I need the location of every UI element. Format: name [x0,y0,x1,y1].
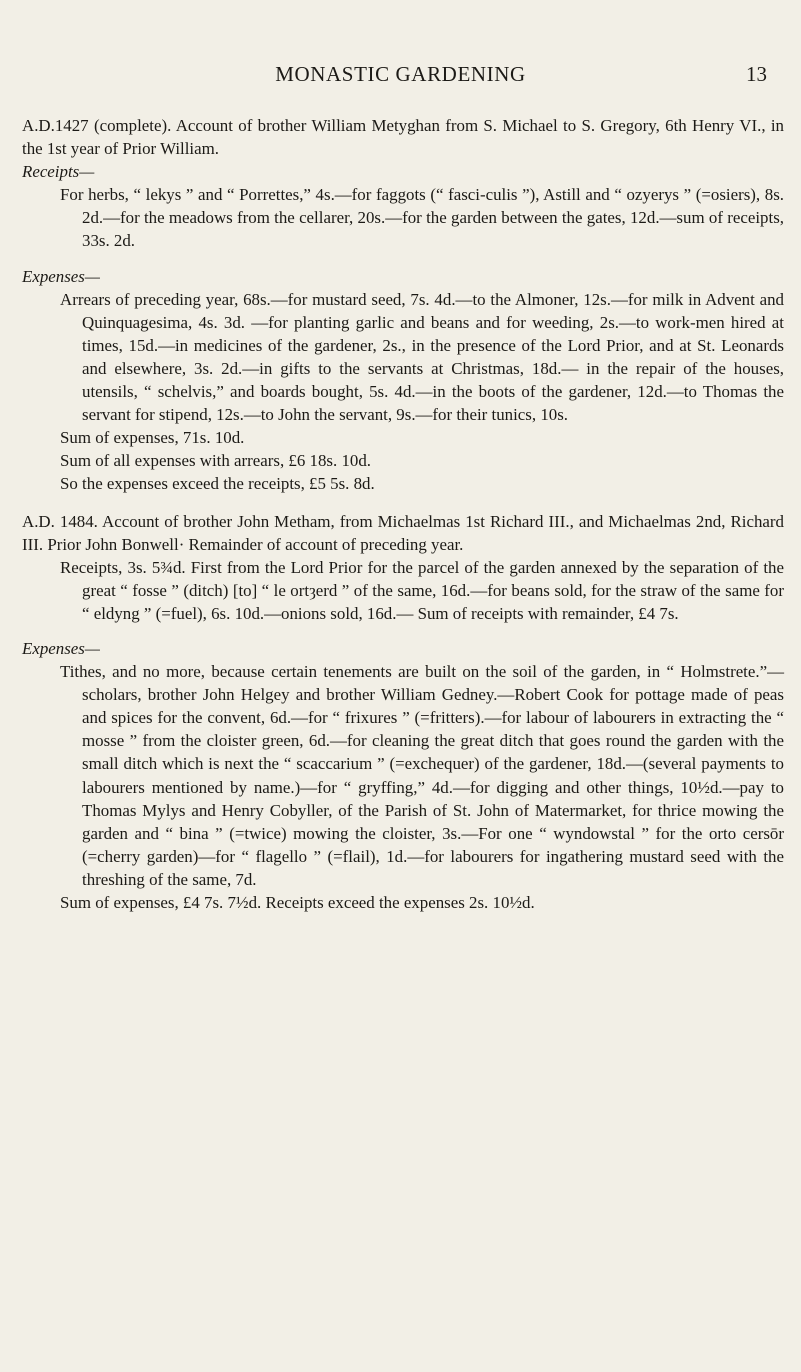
entry2-sum-text: Sum of expenses, £4 7s. 7½d. Receipts exceed the expenses 2s. 10½d. [60,893,535,912]
page-header [0,62,801,92]
running-title: MONASTIC GARDENING [275,62,526,86]
entry1-intro: A.D.1427 (complete). Account of brother William Metyghan from S. Michael to S. Gregory, 6th Henry VI., in the 1st year of Prior William. [22,116,784,159]
entry1-receipts-text: For herbs, “ lekys ” and “ Porrettes,” 4s.—for faggots (“ fasci-culis ”), Astill and “ ozyerys ” (=osiers), 8s. 2d.—for the meadows from the cellarer, 20s.—for the garden between the gates, 12d.—sum of receipts, 33s. 2d. [60,185,784,251]
entry1-sum-all: Sum of all expenses with arrears, £6 18s. 10d. [60,451,372,471]
entry1-exceed: So the expenses exceed the receipts, £5 5s. 8d. [60,474,375,494]
page-number: 13 [746,62,767,86]
entry2-intro: A.D. 1484. Account of brother John Metham, from Michaelmas 1st Richard III., and Michaelmas 2nd, Richard III. Prior John Bonwell· Remainder of account of preceding year. [22,511,784,554]
entry1-sum-expenses: Sum of expenses, 71s. 10d. [60,428,245,448]
entry1-expenses-heading: Expenses— [22,266,100,286]
entry2-expenses-text: Tithes, and no more, because certain tenements are built on the soil of the garden, in “ Holmstrete.”—scholars, brother John Helgey and brother William Gedney.—Robert Cook for pottage made of peas and spices for the convent, 6d.—for “ frixures ” (=fritters).—for labour of labourers in extracting the “ mosse ” from the cloister green, 6d.—for cleaning the great ditch that goes round the garden with the small ditch which is next the “ scaccarium ” (=exchequer) of the gardener, 18d.—(several payments to labourers mentioned by name.)—for “ gryffing,” 4d.—for digging and other things, 10½d.—pay to Thomas Mylys and Henry Cobyller, of the Parish of St. John of Matermarket, for thrice mowing the garden and “ bina ” (=twice) mowing the cloister, 3s.—For one “ wyndowstal ” for the orto cersōr (=cherry garden)—for “ flagello ” (=flail), 1d.—for labourers for ingathering mustard seed with the threshing of the same, 7d. [60,662,784,889]
page-body [22,114,784,914]
entry2-expenses-heading: Expenses— [22,638,100,658]
entry1-receipts-heading: Receipts— [22,162,95,182]
entry1-expenses-text: Arrears of preceding year, 68s.—for mustard seed, 7s. 4d.—to the Almoner, 12s.—for milk in Advent and Quinquagesima, 4s. 3d. —for planting garlic and beans and for weeding, 2s.—to work-men hired at times, 15d.—in medicines of the gardener, 2s., in the presence of the Lord Prior, and at St. Leonards and elsewhere, 3s. 2d.—in gifts to the servants at Christmas, 18d.— in the repair of the houses, utensils, “ schelvis,” and boards bought, 5s. 4d.—in the boots of the gardener, 12d.—to Thomas the servant for stipend, 12s.—to John the servant, 9s.—for their tunics, 10s. [60,289,784,425]
entry2-receipts-text: Receipts, 3s. 5¾d. First from the Lord Prior for the parcel of the garden annexed by the separation of the great “ fosse ” (ditch) [to] “ le ortȝerd ” of the same, 16d.—for beans sold, for the straw of the same for “ eldyng ” (=fuel), 6s. 10d.—onions sold, 16d.— Sum of receipts with remainder, £4 7s. [60,557,784,623]
